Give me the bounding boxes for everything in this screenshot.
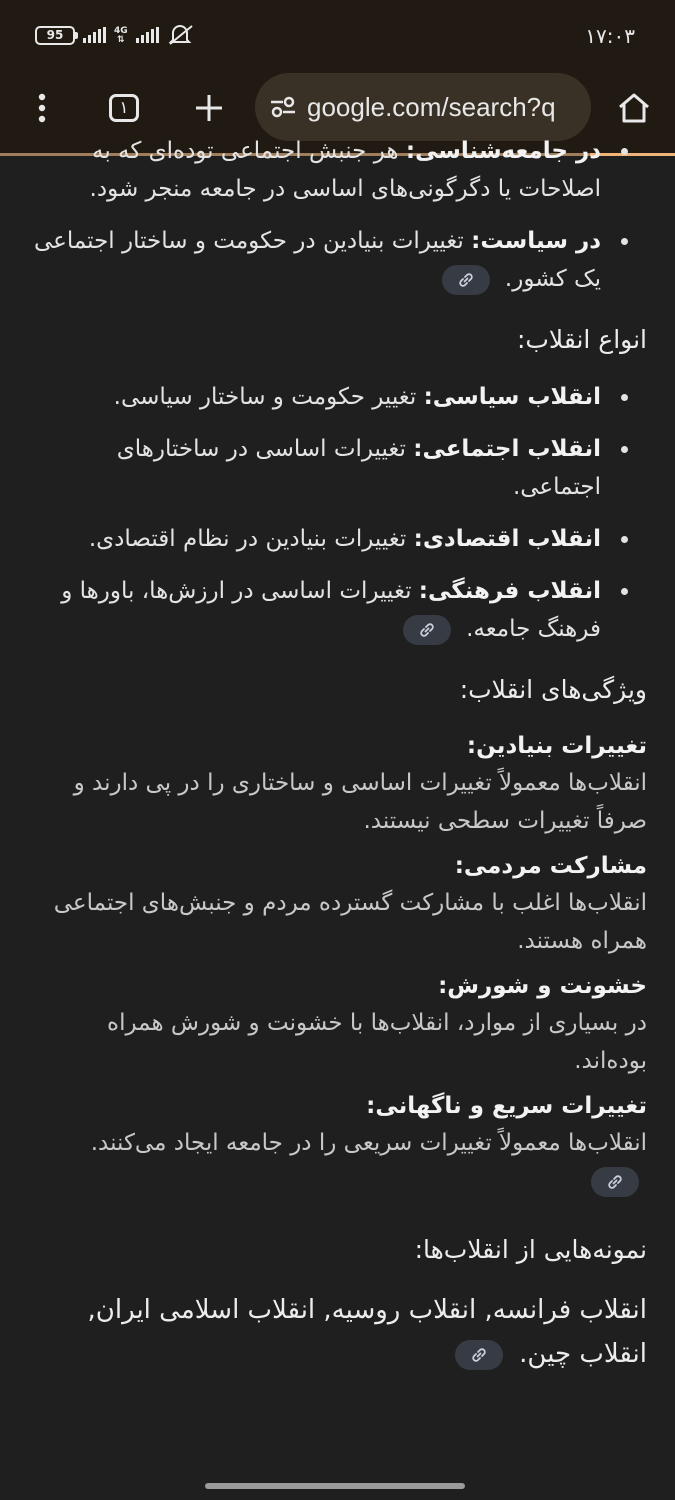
feature-heading: خشونت و شورش: [438,973,647,999]
feature-heading: تغییرات بنیادین: [466,733,647,759]
mute-icon [167,24,195,46]
network-type: 4G ⇅ [114,25,128,45]
feature-text: انقلاب‌ها معمولاً تغییرات اساسی و ساختاری را در پی دارند و صرفاً تغییرات سطحی نیستند. [73,770,647,834]
list-item: در سیاست: تغییرات بنیادین در حکومت و ساختار اجتماعی یک کشور. [28,222,601,298]
feature-text: انقلاب‌ها اغلب با مشارکت گسترده مردم و جنبش‌های اجتماعی همراه هستند. [53,890,647,954]
plus-icon [194,93,224,123]
link-icon [418,621,436,639]
features-block [28,728,647,1200]
signal-icon [83,27,106,43]
source-link-button[interactable] [455,1340,503,1370]
list-item: انقلاب اقتصادی: تغییرات بنیادین در نظام اقتصادی. [28,520,601,558]
home-icon [617,92,651,124]
list-item: انقلاب فرهنگی: تغییرات اساسی در ارزش‌ها، باورها و فرهنگ جامعه. [28,572,601,648]
battery-icon [35,26,75,45]
address-bar[interactable] [255,73,591,141]
feature-heading: تغییرات سریع و ناگهانی: [366,1093,647,1119]
status-bar [0,0,675,70]
tab-count: ۱ [109,94,139,122]
feature-text: در بسیاری از موارد، انقلاب‌ها با خشونت و شورش همراه بوده‌اند. [107,1010,647,1074]
types-list [28,378,647,648]
feature-heading: مشارکت مردمی: [454,853,647,879]
list-item: انقلاب سیاسی: تغییر حکومت و ساختار سیاسی. [28,378,601,416]
site-settings-icon[interactable] [269,95,297,119]
status-icons [35,24,195,46]
list-item: در جامعه‌شناسی: هر جنبش اجتماعی توده‌ای که به اصلاحات یا دگرگونی‌های اساسی در جامعه منجر شود. [28,132,601,208]
link-icon [606,1173,624,1191]
ai-overview-content [0,138,675,1476]
link-icon [470,1346,488,1364]
list-item: انقلاب اجتماعی: تغییرات اساسی در ساختارهای اجتماعی. [28,430,601,506]
url-text[interactable]: google.com/search?q [307,91,556,122]
more-vert-icon [37,93,47,123]
feature-text: انقلاب‌ها معمولاً تغییرات سریعی را در جامعه ایجاد می‌کنند. [28,1124,647,1200]
signal-icon-2 [136,27,159,43]
source-link-button[interactable] [442,265,490,295]
gesture-bar[interactable] [205,1483,465,1489]
section-title: انواع انقلاب: [516,325,647,354]
battery-level: 95 [46,27,64,42]
examples-text: انقلاب فرانسه, انقلاب روسیه, انقلاب اسلامی ایران, انقلاب چین. [87,1295,647,1369]
section-title: نمونه‌هایی از انقلاب‌ها: [414,1235,647,1264]
source-link-button[interactable] [591,1167,639,1197]
section-title: ویژگی‌های انقلاب: [459,675,647,704]
source-link-button[interactable] [403,615,451,645]
link-icon [457,271,475,289]
definition-list [28,132,647,298]
clock: ۱۷:۰۳ [585,24,635,48]
